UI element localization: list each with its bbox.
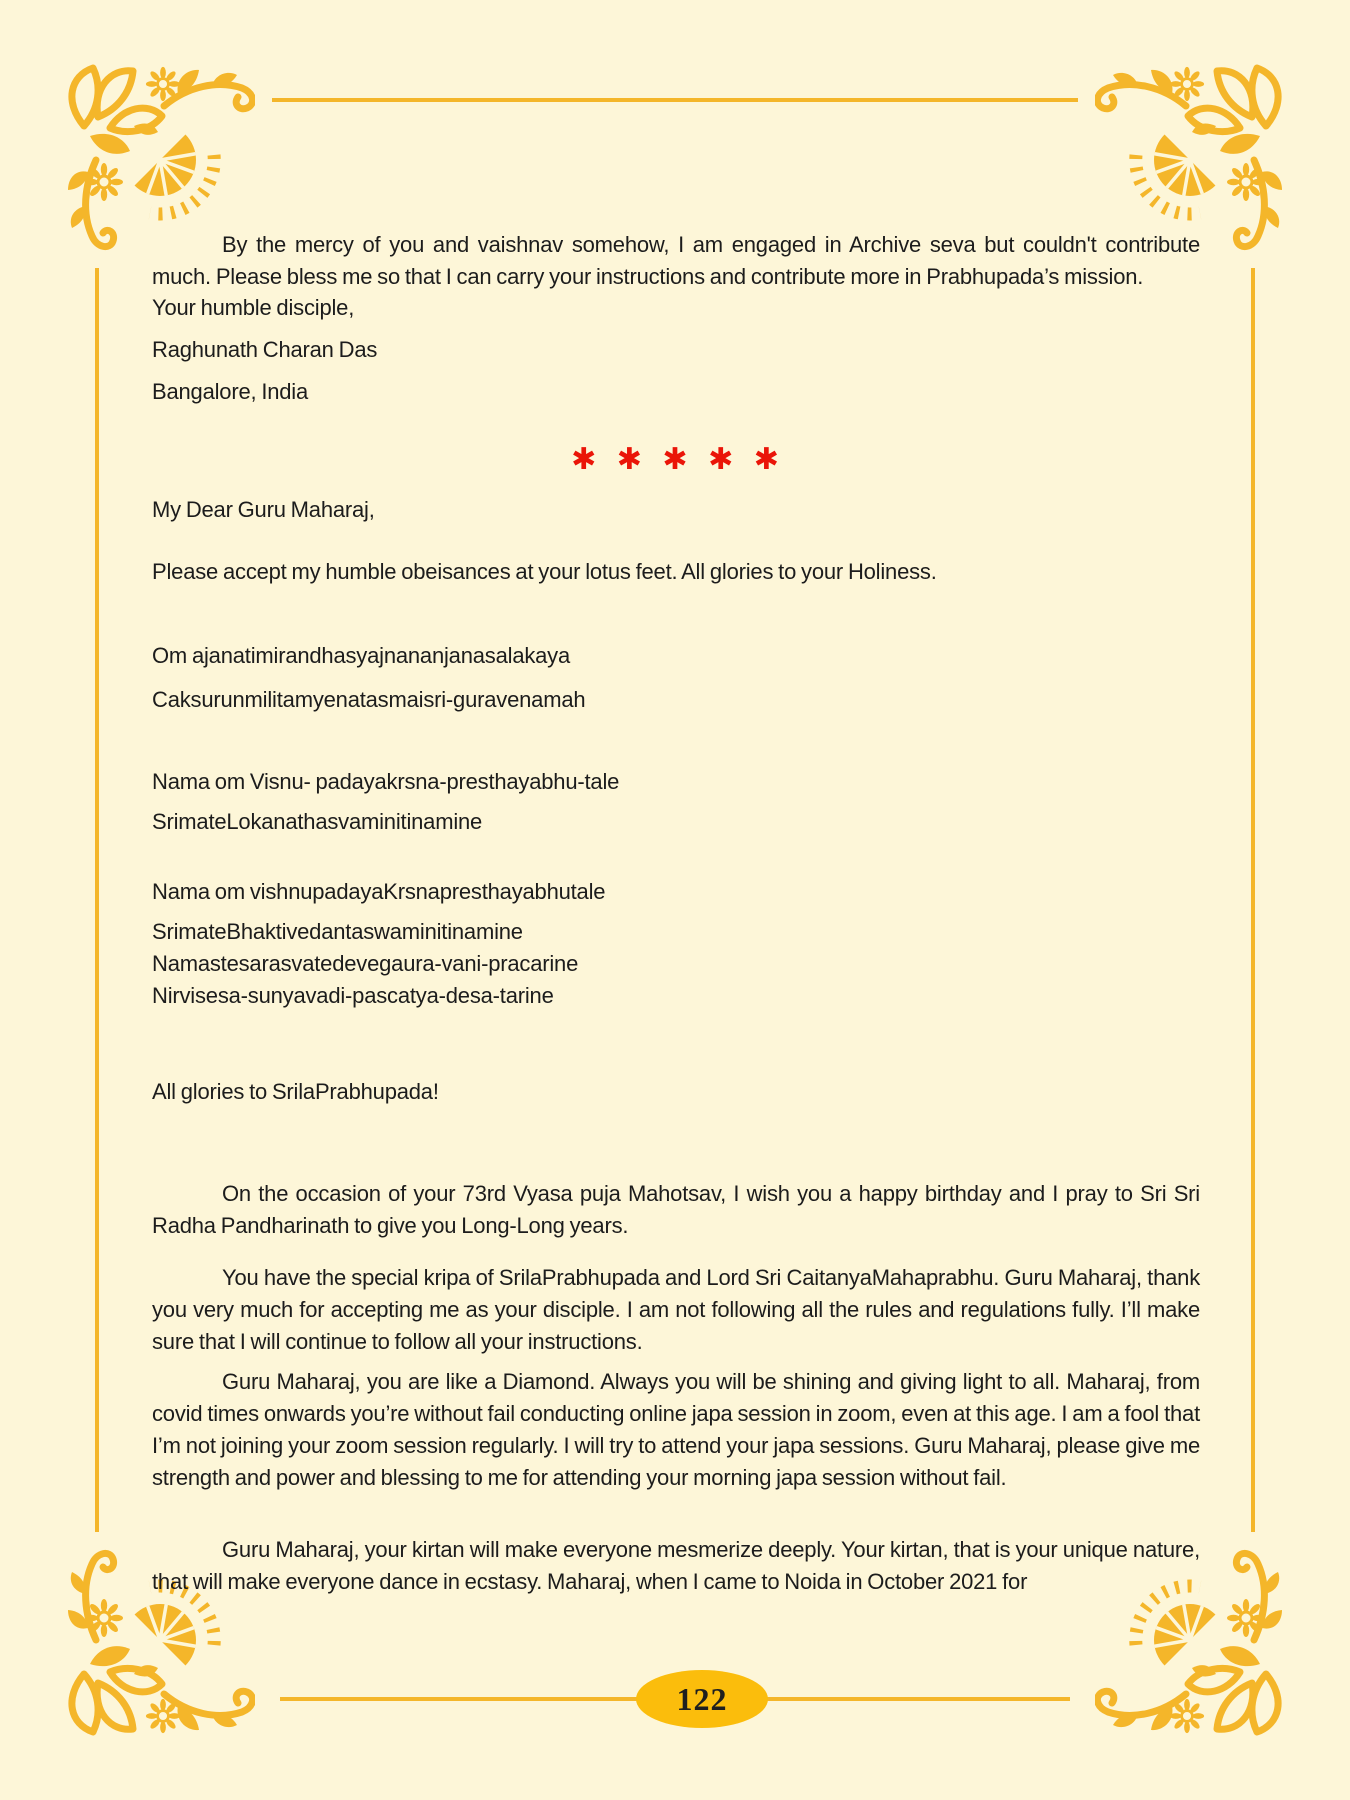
signature-place: Bangalore, India bbox=[152, 379, 309, 404]
body-paragraph: Guru Maharaj, your kirtan will make everyone mesmerize deeply. Your kirtan, that is your unique nature, that will make everyone dance in ecstasy. Maharaj, when I came to Noida in October 2021 for bbox=[152, 1537, 1200, 1594]
verse-group bbox=[152, 916, 1200, 1012]
signoff-line: Your humble disciple, bbox=[152, 295, 355, 320]
verse-line: Nirvisesa-sunyavadi-pascatya-desa-tarine bbox=[152, 983, 554, 1008]
signature-name: Raghunath Charan Das bbox=[152, 337, 378, 362]
verse-line: SrimateBhaktivedantaswaminitinamine bbox=[152, 919, 523, 944]
letter-text-column bbox=[152, 0, 1200, 1800]
obeisances-line: Please accept my humble obeisances at your lotus feet. All glories to your Holiness. bbox=[152, 559, 937, 584]
asterisk-separator: ✱ ✱ ✱ ✱ ✱ bbox=[571, 442, 781, 477]
verse-line: Om ajanatimirandhasyajnananjanasalakaya bbox=[152, 643, 571, 668]
verse-line: Namastesarasvatedevegaura-vani-pracarine bbox=[152, 951, 579, 976]
glories-line: All glories to SrilaPrabhupada! bbox=[152, 1079, 439, 1104]
body-paragraph: You have the special kripa of SrilaPrabhupada and Lord Sri CaitanyaMahaprabhu. Guru Maharaj, thank you very much for accepting me as your disciple. I am not following all the rules and regulations fully. I’ll make sure that I will continue to follow all your instructions. bbox=[152, 1265, 1200, 1354]
frame-line-left bbox=[95, 268, 99, 1532]
verse-line: Caksurunmilitamyenatasmaisri-guravenamah bbox=[152, 687, 586, 712]
closing-paragraph: By the mercy of you and vaishnav somehow, I am engaged in Archive seva but couldn't contribute much. Please bless me so that I can carry your instructions and contribute more in Prabhupada’s mission. bbox=[152, 232, 1200, 289]
body-paragraph: Guru Maharaj, you are like a Diamond. Always you will be shining and giving light to all. Maharaj, from covid times onwards you’re without fail conducting online japa session in zoom, even at this age. I am a fool that I’m not joining your zoom session regularly. I will try to attend your japa sessions. Guru Maharaj, please give me strength and power and blessing to me for attending your morning japa session without fail. bbox=[152, 1369, 1200, 1490]
verse-line: Nama om Visnu- padayakrsna-presthayabhu-tale bbox=[152, 769, 620, 794]
verse-line: Nama om vishnupadayaKrsnapresthayabhutale bbox=[152, 879, 606, 904]
page-number: 122 bbox=[676, 1680, 728, 1717]
verse-line: SrimateLokanathasvaminitinamine bbox=[152, 809, 483, 834]
body-paragraph: On the occasion of your 73rd Vyasa puja Mahotsav, I wish you a happy birthday and I pray to Sri Sri Radha Pandharinath to give you Long-Long years. bbox=[152, 1181, 1200, 1238]
salutation: My Dear Guru Maharaj, bbox=[152, 497, 375, 522]
frame-line-right bbox=[1251, 268, 1255, 1532]
page-number-badge bbox=[636, 1670, 768, 1728]
